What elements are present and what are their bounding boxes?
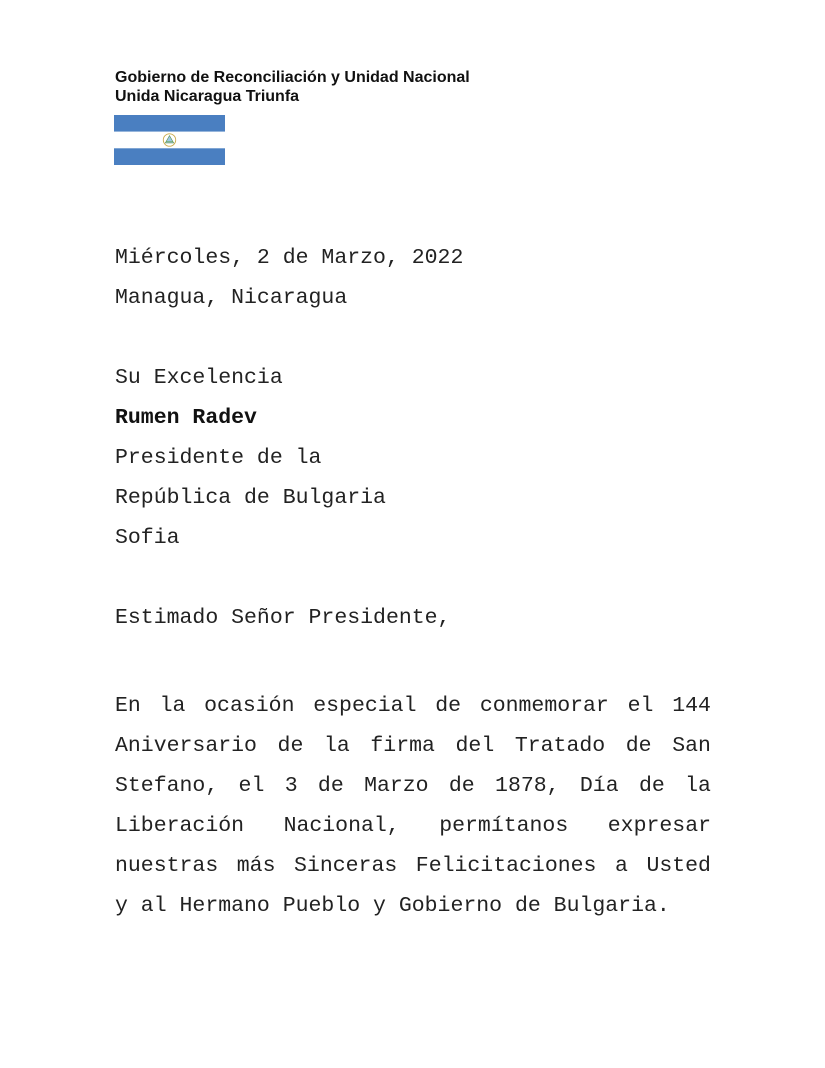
paragraph-line xyxy=(115,766,711,806)
paragraph-word: Liberación xyxy=(115,814,245,838)
paragraph-word: de xyxy=(435,694,462,718)
flag-bottom-stripe xyxy=(114,148,225,165)
paragraph-word: la xyxy=(159,694,186,718)
paragraph-word: el xyxy=(627,694,654,718)
letter-paragraph xyxy=(115,686,711,926)
paragraph-word: En xyxy=(115,694,141,718)
paragraph-word: Marzo xyxy=(364,774,429,798)
paragraph-word: Felicitaciones xyxy=(415,854,597,878)
paragraph-word: expresar xyxy=(607,814,711,838)
paragraph-word: el xyxy=(238,774,265,798)
paragraph-word: de xyxy=(317,774,344,798)
letter-place: Managua, Nicaragua xyxy=(115,286,348,310)
paragraph-word: Sinceras xyxy=(294,854,398,878)
paragraph-word: de xyxy=(625,734,652,758)
paragraph-word: de xyxy=(277,734,304,758)
paragraph-word: del xyxy=(455,734,495,758)
flag-top-stripe xyxy=(114,115,225,132)
paragraph-word: permítanos xyxy=(439,814,569,838)
paragraph-word: la xyxy=(323,734,350,758)
paragraph-word: San xyxy=(672,734,711,758)
paragraph-word: Día xyxy=(579,774,619,798)
paragraph-word: Aniversario xyxy=(115,734,257,758)
recipient-city: Sofia xyxy=(115,526,180,550)
letterhead-government-name: Gobierno de Reconciliación y Unidad Nacional xyxy=(115,69,470,86)
recipient-honorific: Su Excelencia xyxy=(115,366,283,390)
paragraph-word: de xyxy=(448,774,475,798)
letterhead xyxy=(115,68,470,106)
letter-date: Miércoles, 2 de Marzo, 2022 xyxy=(115,246,464,270)
nicaragua-flag-icon xyxy=(114,115,225,165)
paragraph-word: 3 xyxy=(284,774,298,798)
recipient-title-line1: Presidente de la xyxy=(115,446,322,470)
paragraph-line xyxy=(115,726,711,766)
paragraph-line xyxy=(115,686,711,726)
paragraph-word: nuestras xyxy=(115,854,219,878)
paragraph-word: Usted xyxy=(646,854,711,878)
paragraph-word: firma xyxy=(370,734,435,758)
letterhead-slogan: Unida Nicaragua Triunfa xyxy=(115,88,300,105)
paragraph-word: más xyxy=(236,854,276,878)
recipient-title-line2: República de Bulgaria xyxy=(115,486,386,510)
paragraph-line: y al Hermano Pueblo y Gobierno de Bulgaria. xyxy=(115,894,670,918)
paragraph-word: ocasión xyxy=(204,694,295,718)
letter-salutation: Estimado Señor Presidente, xyxy=(115,606,451,630)
recipient-name: Rumen Radev xyxy=(115,406,257,430)
paragraph-word: Tratado xyxy=(514,734,606,758)
paragraph-word: especial xyxy=(313,694,417,718)
paragraph-line xyxy=(115,806,711,846)
paragraph-word: Nacional, xyxy=(283,814,400,838)
paragraph-word: a xyxy=(614,854,628,878)
paragraph-word: 144 xyxy=(672,694,711,718)
paragraph-word: 1878, xyxy=(495,774,560,798)
paragraph-line xyxy=(115,846,711,886)
paragraph-word: Stefano, xyxy=(115,774,219,798)
paragraph-word: la xyxy=(685,774,711,798)
paragraph-word: conmemorar xyxy=(479,694,609,718)
paragraph-word: de xyxy=(638,774,665,798)
